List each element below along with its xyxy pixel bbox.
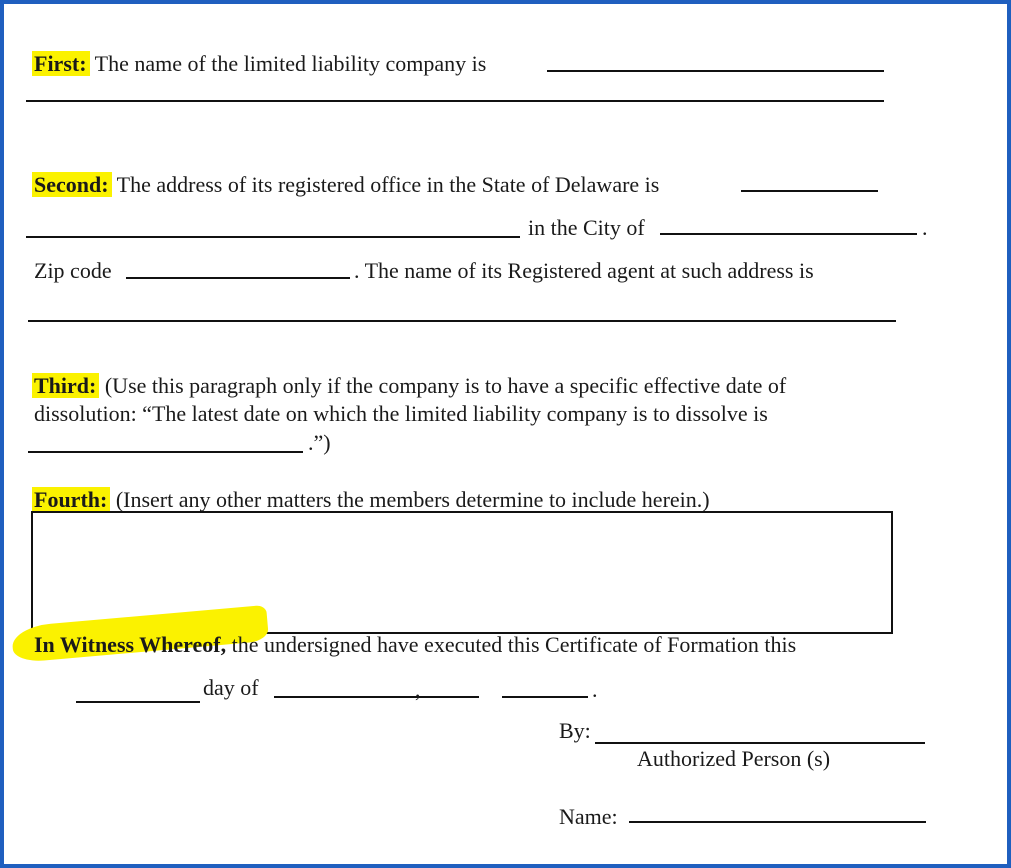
signature-blank[interactable] <box>595 742 925 744</box>
third-line1: (Use this paragraph only if the company is to have a specific effective date of <box>104 373 787 398</box>
third-label: Third: <box>32 373 99 398</box>
agent-text: . The name of its Registered agent at such address is <box>354 258 814 283</box>
month-blank[interactable] <box>274 696 479 698</box>
zip-blank[interactable] <box>126 277 350 279</box>
name-label: Name: <box>559 804 618 829</box>
fourth-label: Fourth: <box>32 487 110 512</box>
day-of-text: day of <box>203 675 259 700</box>
third-paragraph <box>34 373 786 399</box>
by-label: By: <box>559 718 591 743</box>
city-blank[interactable] <box>660 233 917 235</box>
date-period: . <box>592 677 598 702</box>
third-close: .”) <box>308 430 331 455</box>
witness-paragraph <box>34 632 796 658</box>
company-name-blank-2[interactable] <box>26 100 884 102</box>
agent-blank[interactable] <box>28 320 896 322</box>
third-line2: dissolution: “The latest date on which the limited liability company is to dissolve is <box>34 401 768 426</box>
day-blank[interactable] <box>76 701 200 703</box>
address-blank-2[interactable] <box>26 236 520 238</box>
witness-label: In Witness Whereof, <box>34 632 227 657</box>
dissolution-date-blank[interactable] <box>28 451 303 453</box>
second-label: Second: <box>32 172 112 197</box>
address-blank[interactable] <box>741 190 878 192</box>
second-text: The address of its registered office in the State of Delaware is <box>116 172 660 197</box>
fourth-paragraph <box>34 487 710 513</box>
first-paragraph <box>34 51 486 77</box>
second-paragraph <box>34 172 659 198</box>
city-text: in the City of <box>528 215 645 240</box>
company-name-blank[interactable] <box>547 70 884 72</box>
authorized-person-label: Authorized Person (s) <box>637 746 831 771</box>
witness-text: the undersigned have executed this Certificate of Formation this <box>231 632 797 657</box>
city-period: . <box>922 215 928 240</box>
year-blank[interactable] <box>502 696 588 698</box>
date-comma: , <box>415 677 421 702</box>
zip-label: Zip code <box>34 258 112 283</box>
name-blank[interactable] <box>629 821 926 823</box>
first-label: First: <box>32 51 90 76</box>
first-text: The name of the limited liability company is <box>94 51 487 76</box>
fourth-text: (Insert any other matters the members determine to include herein.) <box>115 487 710 512</box>
